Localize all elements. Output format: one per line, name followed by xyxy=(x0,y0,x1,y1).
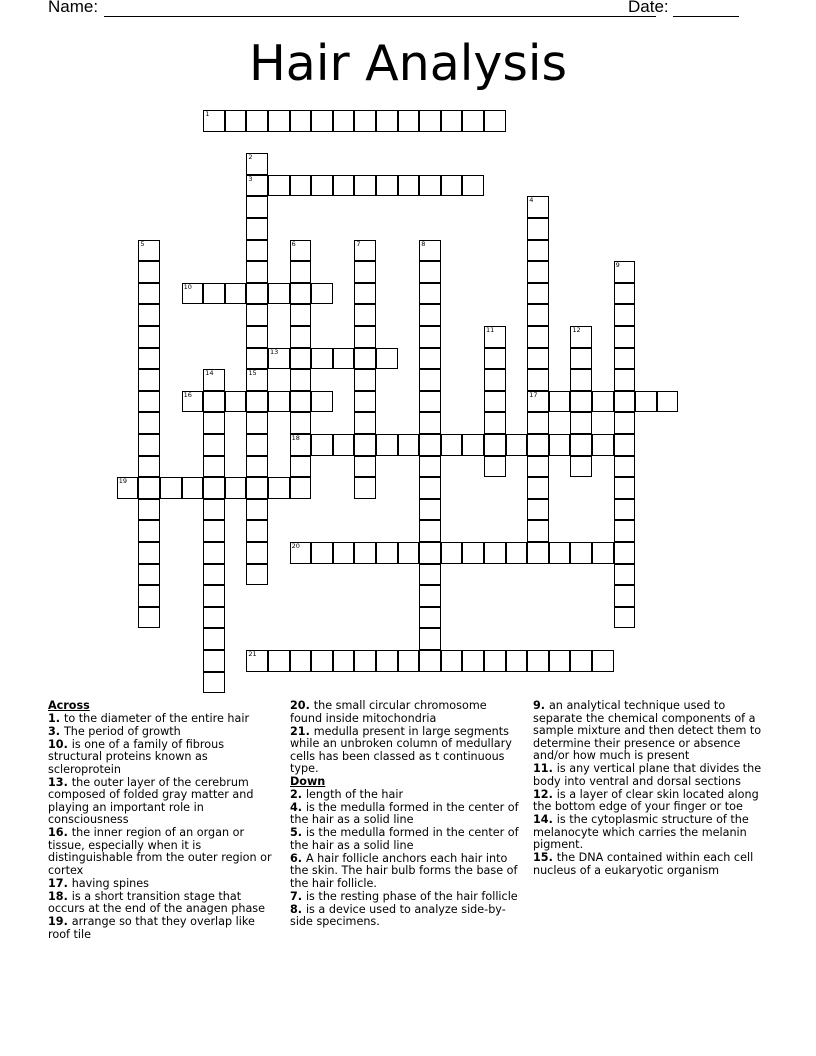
grid-cell[interactable] xyxy=(527,304,549,326)
cell-number: 21 xyxy=(248,650,257,658)
grid-cell[interactable] xyxy=(570,326,592,348)
grid-cell[interactable] xyxy=(484,412,506,434)
grid-cell[interactable] xyxy=(138,261,160,283)
clue-item: 21. medulla present in large segments while an unbroken column of medullary cells has been classed as t continuous type. xyxy=(290,724,512,775)
grid-cell[interactable] xyxy=(138,564,160,586)
grid-cell[interactable] xyxy=(138,412,160,434)
cell-number: 11 xyxy=(486,326,495,334)
grid-cell[interactable] xyxy=(246,369,268,391)
grid-cell[interactable] xyxy=(203,585,225,607)
grid-cell[interactable] xyxy=(376,434,398,456)
grid-cell[interactable] xyxy=(614,326,636,348)
grid-cell[interactable] xyxy=(419,650,441,672)
grid-cell[interactable] xyxy=(290,369,312,391)
grid-cell[interactable] xyxy=(527,542,549,564)
grid-cell[interactable] xyxy=(203,672,225,694)
cell-number: 5 xyxy=(140,239,145,248)
grid-cell[interactable] xyxy=(614,261,636,283)
grid-cell[interactable] xyxy=(484,110,506,132)
grid-cell[interactable] xyxy=(506,434,528,456)
cell-number: 18 xyxy=(291,434,300,442)
grid-cell[interactable] xyxy=(376,110,398,132)
grid-cell[interactable] xyxy=(570,391,592,413)
clues xyxy=(48,700,768,960)
grid-cell[interactable] xyxy=(614,542,636,564)
grid-cell[interactable] xyxy=(614,499,636,521)
grid-cell[interactable] xyxy=(419,456,441,478)
grid-cell[interactable] xyxy=(484,326,506,348)
grid-cell[interactable] xyxy=(419,240,441,262)
cell-number: 16 xyxy=(183,390,192,399)
grid-cell[interactable] xyxy=(268,175,290,197)
grid-cell[interactable] xyxy=(203,520,225,542)
grid-cell[interactable] xyxy=(354,391,376,413)
grid-cell[interactable] xyxy=(570,456,592,478)
grid-cell[interactable] xyxy=(419,391,441,413)
grid-cell[interactable] xyxy=(570,434,592,456)
grid-cell[interactable] xyxy=(138,304,160,326)
grid-cell[interactable] xyxy=(182,391,204,413)
grid-cell[interactable] xyxy=(527,369,549,391)
grid-cell[interactable] xyxy=(311,283,333,305)
grid-cell[interactable] xyxy=(484,650,506,672)
clue-item: 7. is the resting phase of the hair follicle xyxy=(290,889,518,903)
grid-cell[interactable] xyxy=(419,542,441,564)
grid-cell[interactable] xyxy=(203,391,225,413)
grid-cell[interactable] xyxy=(203,412,225,434)
grid-cell[interactable] xyxy=(419,326,441,348)
grid-cell[interactable] xyxy=(290,542,312,564)
grid-cell[interactable] xyxy=(246,391,268,413)
grid-cell[interactable] xyxy=(138,369,160,391)
grid-cell[interactable] xyxy=(419,261,441,283)
grid-cell[interactable] xyxy=(138,499,160,521)
clue-item: 16. the inner region of an organ or tissue, especially when it is distinguishable from the outer region or cortex xyxy=(48,826,272,877)
grid-cell[interactable] xyxy=(246,326,268,348)
grid-cell[interactable] xyxy=(117,477,139,499)
cell-number: 8 xyxy=(421,239,426,248)
grid-cell[interactable] xyxy=(138,520,160,542)
grid-cell[interactable] xyxy=(311,542,333,564)
clue-item: 11. is any vertical plane that divides the body into ventral and dorsal sections xyxy=(533,762,762,788)
grid-cell[interactable] xyxy=(268,283,290,305)
cell-number: 15 xyxy=(248,369,257,378)
grid-cell[interactable] xyxy=(484,369,506,391)
clue-item: 3. The period of growth xyxy=(48,724,181,738)
clue-item: 12. is a layer of clear skin located along the bottom edge of your finger or toe xyxy=(533,787,759,813)
grid-cell[interactable] xyxy=(441,175,463,197)
grid-cell[interactable] xyxy=(527,240,549,262)
clue-item: 10. is one of a family of fibrous structural proteins known as scleroprotein xyxy=(48,737,225,776)
grid-cell[interactable] xyxy=(462,110,484,132)
grid-cell[interactable] xyxy=(290,175,312,197)
grid-cell[interactable] xyxy=(203,456,225,478)
grid-cell[interactable] xyxy=(246,412,268,434)
grid-cell[interactable] xyxy=(203,542,225,564)
grid-cell[interactable] xyxy=(614,477,636,499)
grid-cell[interactable] xyxy=(592,434,614,456)
grid-cell[interactable] xyxy=(614,369,636,391)
grid-cell[interactable] xyxy=(268,477,290,499)
grid-cell[interactable] xyxy=(290,412,312,434)
grid-cell[interactable] xyxy=(614,391,636,413)
clues-column-2 xyxy=(290,700,522,929)
grid-cell[interactable] xyxy=(203,628,225,650)
grid-cell[interactable] xyxy=(527,412,549,434)
cell-number: 4 xyxy=(529,196,534,205)
grid-cell[interactable] xyxy=(614,585,636,607)
grid-cell[interactable] xyxy=(441,434,463,456)
grid-cell[interactable] xyxy=(614,520,636,542)
cell-number: 12 xyxy=(572,326,581,334)
grid-cell[interactable] xyxy=(614,564,636,586)
grid-cell[interactable] xyxy=(506,542,528,564)
grid-cell[interactable] xyxy=(290,261,312,283)
grid-cell[interactable] xyxy=(635,391,657,413)
clues-column-3 xyxy=(533,700,765,878)
grid-cell[interactable] xyxy=(246,218,268,240)
grid-cell[interactable] xyxy=(570,348,592,370)
grid-cell[interactable] xyxy=(354,283,376,305)
grid-cell[interactable] xyxy=(419,412,441,434)
grid-cell[interactable] xyxy=(290,283,312,305)
grid-cell[interactable] xyxy=(138,391,160,413)
grid-cell[interactable] xyxy=(506,650,528,672)
grid-cell[interactable] xyxy=(441,110,463,132)
grid-cell[interactable] xyxy=(419,369,441,391)
clue-item: 15. the DNA contained within each cell nucleus of a eukaryotic organism xyxy=(533,851,754,877)
grid-cell[interactable] xyxy=(333,434,355,456)
grid-cell[interactable] xyxy=(462,434,484,456)
grid-cell[interactable] xyxy=(246,434,268,456)
grid-cell[interactable] xyxy=(570,369,592,391)
grid-cell[interactable] xyxy=(376,348,398,370)
grid-cell[interactable] xyxy=(138,434,160,456)
clue-item: 4. is the medulla formed in the center of the hair as a solid line xyxy=(290,800,519,826)
grid-cell[interactable] xyxy=(203,434,225,456)
grid-cell[interactable] xyxy=(527,520,549,542)
grid-cell[interactable] xyxy=(570,542,592,564)
grid-cell[interactable] xyxy=(160,477,182,499)
grid-cell[interactable] xyxy=(354,304,376,326)
across-heading: Across xyxy=(48,699,90,712)
clue-item: 2. length of the hair xyxy=(290,787,404,801)
grid-cell[interactable] xyxy=(592,650,614,672)
cell-number: 19 xyxy=(118,477,128,486)
clue-item: 18. is a short transition stage that occurs at the end of the anagen phase xyxy=(48,889,266,915)
clue-item: 8. is a device used to analyze side-by-side specimens. xyxy=(290,902,506,928)
grid-cell[interactable] xyxy=(268,650,290,672)
grid-cell[interactable] xyxy=(354,261,376,283)
clue-item: 13. the outer layer of the cerebrum composed of folded gray matter and playing an important role in consciousness xyxy=(48,775,254,826)
grid-cell[interactable] xyxy=(354,369,376,391)
grid-cell[interactable] xyxy=(290,326,312,348)
grid-cell[interactable] xyxy=(614,283,636,305)
grid-cell[interactable] xyxy=(419,564,441,586)
grid-cell[interactable] xyxy=(419,585,441,607)
cell-number: 14 xyxy=(205,369,214,378)
grid-cell[interactable] xyxy=(268,391,290,413)
grid-cell[interactable] xyxy=(570,650,592,672)
grid-cell[interactable] xyxy=(311,434,333,456)
grid-cell[interactable] xyxy=(333,110,355,132)
grid-cell[interactable] xyxy=(311,110,333,132)
grid-cell[interactable] xyxy=(354,175,376,197)
grid-cell[interactable] xyxy=(138,283,160,305)
grid-cell[interactable] xyxy=(419,110,441,132)
grid-cell[interactable] xyxy=(203,477,225,499)
grid-cell[interactable] xyxy=(290,240,312,262)
grid-cell[interactable] xyxy=(419,499,441,521)
clue-item: 6. A hair follicle anchors each hair into the skin. The hair bulb forms the base of the hair follicle. xyxy=(290,851,518,890)
grid-cell[interactable] xyxy=(614,412,636,434)
grid-cell[interactable] xyxy=(246,542,268,564)
grid-cell[interactable] xyxy=(246,348,268,370)
grid-cell[interactable] xyxy=(657,391,679,413)
grid-cell[interactable] xyxy=(419,283,441,305)
grid-cell[interactable] xyxy=(484,391,506,413)
grid-cell[interactable] xyxy=(354,456,376,478)
grid-cell[interactable] xyxy=(354,434,376,456)
grid-cell[interactable] xyxy=(311,175,333,197)
grid-cell[interactable] xyxy=(246,477,268,499)
grid-cell[interactable] xyxy=(268,110,290,132)
grid-cell[interactable] xyxy=(354,477,376,499)
grid-cell[interactable] xyxy=(527,391,549,413)
grid-cell[interactable] xyxy=(225,283,247,305)
grid-cell[interactable] xyxy=(203,564,225,586)
grid-cell[interactable] xyxy=(203,650,225,672)
grid-cell[interactable] xyxy=(138,477,160,499)
grid-cell[interactable] xyxy=(246,456,268,478)
name-label: Name: xyxy=(48,0,99,16)
cell-number: 2 xyxy=(248,153,253,162)
grid-cell[interactable] xyxy=(462,650,484,672)
grid-cell[interactable] xyxy=(311,391,333,413)
grid-cell[interactable] xyxy=(290,304,312,326)
grid-cell[interactable] xyxy=(527,283,549,305)
grid-cell[interactable] xyxy=(527,499,549,521)
clue-item: 9. an analytical technique used to separate the chemical components of a sample mixture and then detect them to determine their presence or absence and/or how much is present xyxy=(533,699,762,762)
grid-cell[interactable] xyxy=(592,391,614,413)
grid-cell[interactable] xyxy=(246,499,268,521)
grid-cell[interactable] xyxy=(419,520,441,542)
grid-cell[interactable] xyxy=(354,240,376,262)
grid-cell[interactable] xyxy=(290,348,312,370)
grid-cell[interactable] xyxy=(527,261,549,283)
grid-cell[interactable] xyxy=(290,456,312,478)
clue-item: 17. having spines xyxy=(48,876,149,890)
grid-cell[interactable] xyxy=(376,650,398,672)
grid-cell[interactable] xyxy=(138,607,160,629)
grid-cell[interactable] xyxy=(549,434,571,456)
grid-cell[interactable] xyxy=(203,499,225,521)
grid-cell[interactable] xyxy=(311,348,333,370)
grid-cell[interactable] xyxy=(549,391,571,413)
grid-cell[interactable] xyxy=(614,348,636,370)
grid-cell[interactable] xyxy=(398,650,420,672)
cell-number: 10 xyxy=(183,282,192,291)
grid-cell[interactable] xyxy=(290,650,312,672)
grid-cell[interactable] xyxy=(225,477,247,499)
grid-cell[interactable] xyxy=(419,628,441,650)
grid-cell[interactable] xyxy=(246,153,268,175)
grid-cell[interactable] xyxy=(138,240,160,262)
grid-cell[interactable] xyxy=(441,542,463,564)
grid-cell[interactable] xyxy=(333,542,355,564)
grid-cell[interactable] xyxy=(354,326,376,348)
cell-number: 13 xyxy=(270,347,279,356)
grid-cell[interactable] xyxy=(225,391,247,413)
grid-cell[interactable] xyxy=(549,542,571,564)
grid-cell[interactable] xyxy=(203,283,225,305)
grid-cell[interactable] xyxy=(419,175,441,197)
grid-cell[interactable] xyxy=(484,348,506,370)
date-label: Date: xyxy=(628,0,669,16)
grid-cell[interactable] xyxy=(182,477,204,499)
grid-cell[interactable] xyxy=(246,240,268,262)
grid-cell[interactable] xyxy=(527,326,549,348)
cell-number: 17 xyxy=(529,390,538,399)
grid-cell[interactable] xyxy=(203,110,225,132)
cell-number: 1 xyxy=(205,110,210,118)
grid-cell[interactable] xyxy=(290,110,312,132)
clue-item: 14. is the cytoplasmic structure of the melanocyte which carries the melanin pigment. xyxy=(533,813,749,851)
grid-cell[interactable] xyxy=(376,542,398,564)
grid-cell[interactable] xyxy=(246,196,268,218)
grid-cell[interactable] xyxy=(246,283,268,305)
grid-cell[interactable] xyxy=(398,542,420,564)
grid-cell[interactable] xyxy=(246,175,268,197)
grid-cell[interactable] xyxy=(527,196,549,218)
grid-cell[interactable] xyxy=(268,348,290,370)
grid-cell[interactable] xyxy=(246,650,268,672)
grid-cell[interactable] xyxy=(354,650,376,672)
cell-number: 6 xyxy=(291,239,296,248)
grid-cell[interactable] xyxy=(570,412,592,434)
grid-cell[interactable] xyxy=(138,585,160,607)
grid-cell[interactable] xyxy=(549,650,571,672)
grid-cell[interactable] xyxy=(290,391,312,413)
clues-column-1 xyxy=(48,700,280,942)
grid-cell[interactable] xyxy=(354,110,376,132)
grid-cell[interactable] xyxy=(138,348,160,370)
grid-cell[interactable] xyxy=(182,283,204,305)
grid-cell[interactable] xyxy=(376,175,398,197)
grid-cell[interactable] xyxy=(203,607,225,629)
clue-item: 5. is the medulla formed in the center of the hair as a solid line xyxy=(290,826,519,852)
grid-cell[interactable] xyxy=(527,650,549,672)
grid-cell[interactable] xyxy=(527,434,549,456)
cell-number: 9 xyxy=(615,261,620,270)
grid-cell[interactable] xyxy=(484,456,506,478)
grid-cell[interactable] xyxy=(290,434,312,456)
grid-cell[interactable] xyxy=(527,218,549,240)
cell-number: 3 xyxy=(248,174,253,183)
grid-cell[interactable] xyxy=(246,261,268,283)
grid-cell[interactable] xyxy=(246,520,268,542)
clue-item: 19. arrange so that they overlap like roof tile xyxy=(48,915,255,941)
grid-cell[interactable] xyxy=(203,369,225,391)
grid-cell[interactable] xyxy=(246,304,268,326)
grid-cell[interactable] xyxy=(246,110,268,132)
clue-item: 1. to the diameter of the entire hair xyxy=(48,711,250,725)
grid-cell[interactable] xyxy=(398,110,420,132)
down-heading: Down xyxy=(290,775,326,788)
grid-cell[interactable] xyxy=(484,542,506,564)
clue-item: 20. the small circular chromosome found inside mitochondria xyxy=(290,699,487,725)
grid-cell[interactable] xyxy=(419,304,441,326)
grid-cell[interactable] xyxy=(311,650,333,672)
page-title: Hair Analysis xyxy=(248,35,568,92)
grid-cell[interactable] xyxy=(614,434,636,456)
grid-cell[interactable] xyxy=(527,456,549,478)
grid-cell[interactable] xyxy=(614,304,636,326)
grid-cell[interactable] xyxy=(398,434,420,456)
grid-cell[interactable] xyxy=(398,175,420,197)
grid-cell[interactable] xyxy=(462,542,484,564)
grid-cell[interactable] xyxy=(419,434,441,456)
grid-cell[interactable] xyxy=(225,110,247,132)
grid-cell[interactable] xyxy=(419,607,441,629)
grid-cell[interactable] xyxy=(527,348,549,370)
grid-cell[interactable] xyxy=(527,477,549,499)
grid-cell[interactable] xyxy=(333,175,355,197)
grid-cell[interactable] xyxy=(246,564,268,586)
grid-cell[interactable] xyxy=(138,542,160,564)
grid-cell[interactable] xyxy=(462,175,484,197)
grid-cell[interactable] xyxy=(441,650,463,672)
grid-cell[interactable] xyxy=(484,434,506,456)
grid-cell[interactable] xyxy=(138,456,160,478)
grid-cell[interactable] xyxy=(614,456,636,478)
grid-cell[interactable] xyxy=(354,348,376,370)
grid-cell[interactable] xyxy=(592,542,614,564)
grid-cell[interactable] xyxy=(354,412,376,434)
grid-cell[interactable] xyxy=(419,348,441,370)
grid-cell[interactable] xyxy=(333,650,355,672)
grid-cell[interactable] xyxy=(354,542,376,564)
grid-cell[interactable] xyxy=(614,607,636,629)
grid-cell[interactable] xyxy=(290,477,312,499)
cell-number: 7 xyxy=(356,239,361,248)
grid-cell[interactable] xyxy=(138,326,160,348)
cell-number: 20 xyxy=(291,542,300,550)
grid-cell[interactable] xyxy=(333,348,355,370)
grid-cell[interactable] xyxy=(419,477,441,499)
